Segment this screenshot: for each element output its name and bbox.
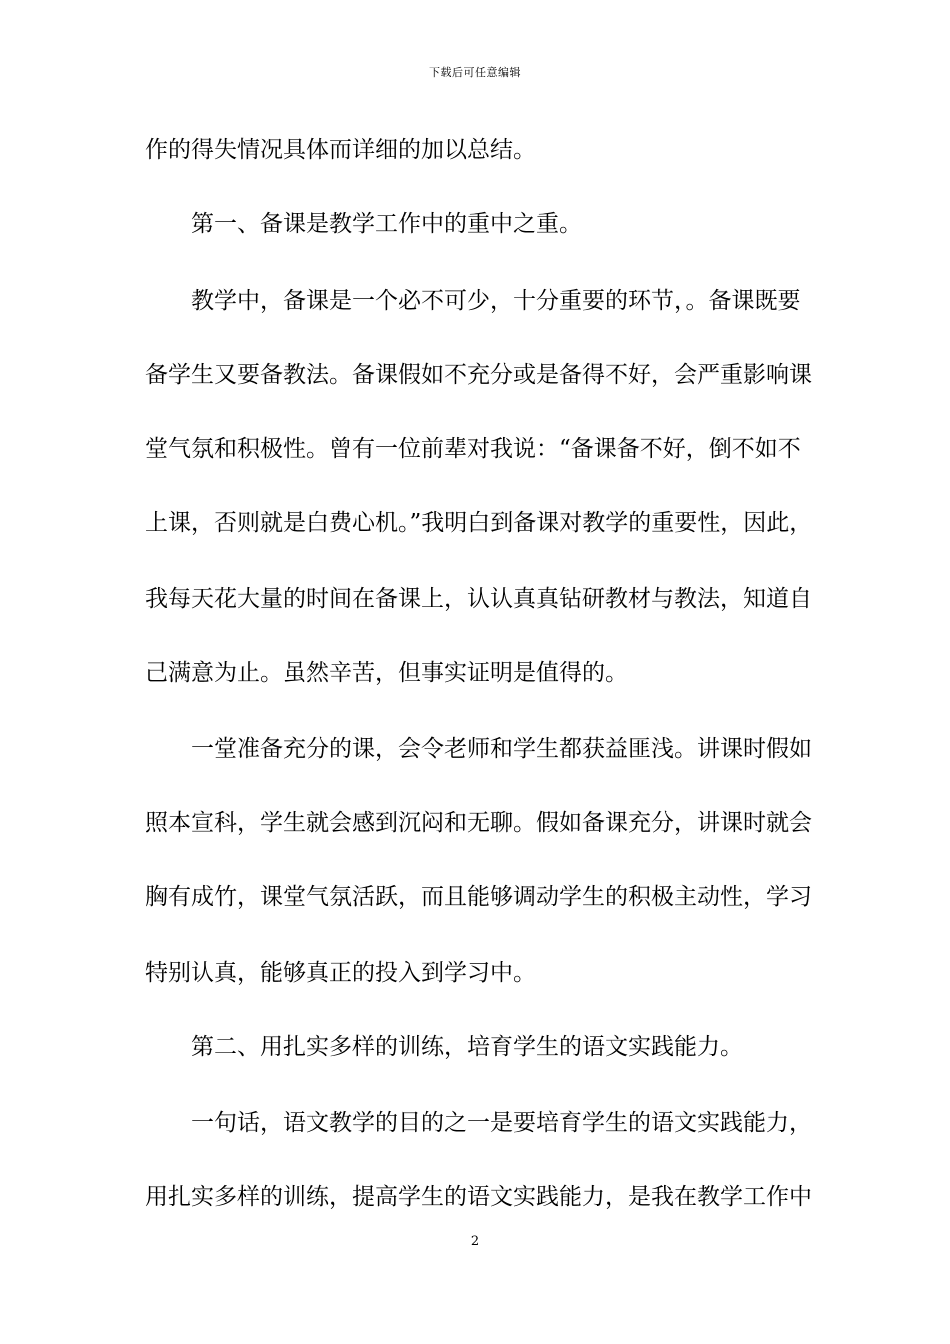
text-line: 一堂准备充分的课，会令老师和学生都获益匪浅。讲课时假如 bbox=[191, 736, 812, 762]
text-line: 备学生又要备教法。备课假如不充分或是备得不好，会严重影响课 bbox=[145, 362, 812, 388]
text-line: 用扎实多样的训练，提高学生的语文实践能力，是我在教学工作中 bbox=[145, 1184, 812, 1210]
text-line: 作的得失情况具体而详细的加以总结。 bbox=[145, 137, 536, 163]
text-line: 照本宣科，学生就会感到沉闷和无聊。假如备课充分，讲课时就会 bbox=[145, 810, 812, 836]
text-line: 一句话，语文教学的目的之一是要培育学生的语文实践能力， bbox=[191, 1110, 812, 1136]
section-heading: 第二、用扎实多样的训练，培育学生的语文实践能力。 bbox=[191, 1034, 743, 1060]
text-line: 教学中，备课是一个必不可少，十分重要的环节，。备课既要 bbox=[191, 288, 801, 314]
text-line: 我每天花大量的时间在备课上，认认真真钻研教材与教法，知道自 bbox=[145, 586, 812, 612]
text-line: 上课，否则就是白费心机。”我明白到备课对教学的重要性，因此， bbox=[145, 510, 813, 536]
text-line: 己满意为止。虽然辛苦，但事实证明是值得的。 bbox=[145, 660, 628, 686]
page-header: 下载后可任意编辑 bbox=[429, 66, 521, 79]
page-number: 2 bbox=[470, 1234, 480, 1249]
section-heading: 第一、备课是教学工作中的重中之重。 bbox=[191, 211, 582, 237]
text-line: 堂气氛和积极性。曾有一位前辈对我说：“备课备不好，倒不如不 bbox=[145, 436, 801, 462]
text-line: 胸有成竹，课堂气氛活跃，而且能够调动学生的积极主动性，学习 bbox=[145, 884, 812, 910]
text-line: 特别认真，能够真正的投入到学习中。 bbox=[145, 960, 536, 986]
